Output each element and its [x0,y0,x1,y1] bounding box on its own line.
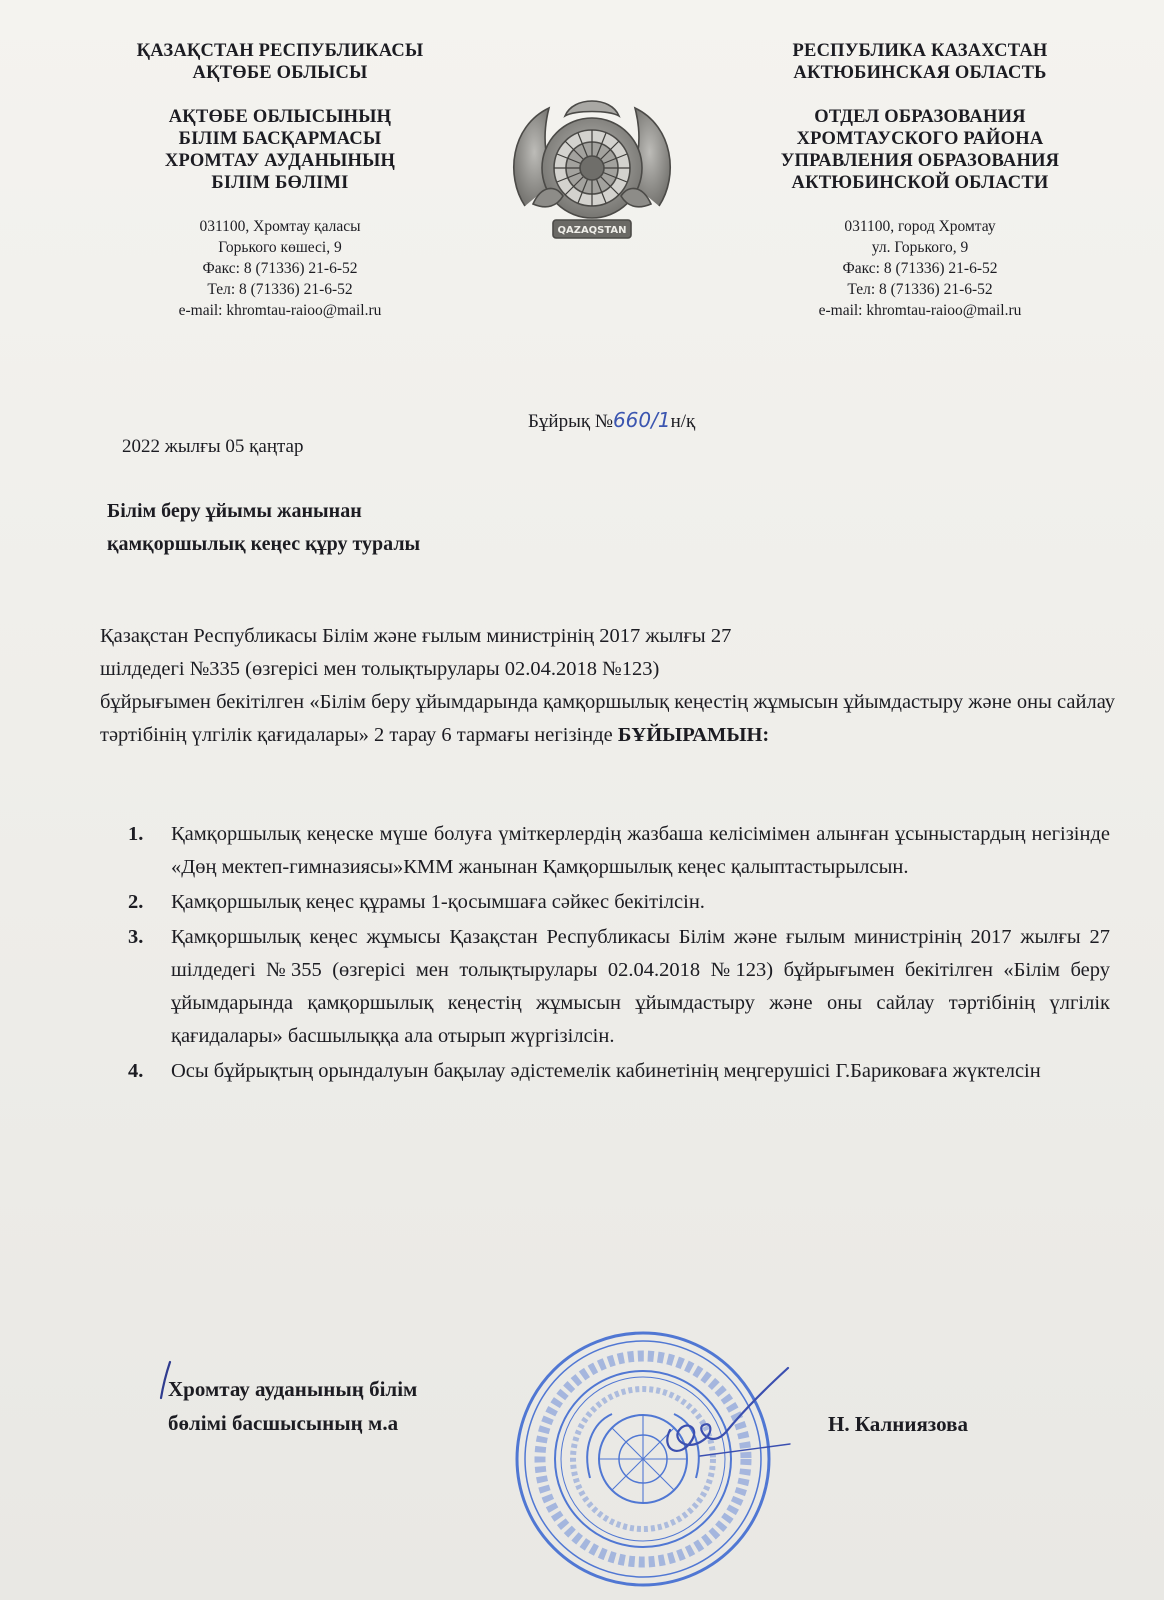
list-item [128,818,1110,884]
signatory-name: Н. Калниязова [828,1412,968,1436]
preamble-line2: шілдедегі №335 (өзгерісі мен толықтырулары 02.04.2018 №123) [100,658,660,680]
header-left-address2: Горького көшесі, 9 [218,239,342,256]
list-item [128,886,1110,919]
order-number-handwritten: 660/1 [612,408,671,432]
header-left-org-line2: БІЛІМ БАСҚАРМАСЫ [178,129,382,149]
order-date: 2022 жылғы 05 қаңтар [122,436,304,457]
preamble-line3: бұйрығымен бекітілген «Білім беру ұйымдарында қамқоршылық кеңестің жұмысын ұйымдастыру және оны сайлау тәртібінің үлгілік қағидалары» 2 тарау 6 тармағы негізінде [100,691,1115,746]
order-suffix: н/қ [670,411,696,432]
header-right-org-line2: ХРОМТАУСКОГО РАЙОНА [796,129,1044,149]
header-right-org-line4: АКТЮБИНСКОЙ ОБЛАСТИ [791,173,1049,193]
list-item [128,1055,1110,1088]
emblem-banner-text: QAZAQSTAN [557,225,627,236]
list-item-text: Қамқоршылық кеңеске мүше болуға үміткерлердің жазбаша келісімімен алынған ұсыныстардың негізінде «Дөң мектеп-гимназиясы»КММ жанынан Қамқоршылық кеңес қалыптастырылсын. [171,823,1110,878]
header-left-address1: 031100, Хромтау қаласы [199,218,361,235]
header-left-country: ҚАЗАҚСТАН РЕСПУБЛИКАСЫ [136,41,424,61]
preamble-line1: Қазақстан Республикасы Білім және ғылым министрінің 2017 жылғы 27 [100,625,732,647]
list-item-text: Қамқоршылық кеңес құрамы 1-қосымшаға сәйкес бекітілсін. [171,891,705,913]
header-left-email: e-mail: khromtau-raioo@mail.ru [178,302,382,319]
header-left-tel: Тел: 8 (71336) 21-6-52 [207,281,353,298]
signatory-title [168,1372,417,1440]
list-item-number: 1. [128,823,144,845]
list-item-text: Қамқоршылық кеңес жұмысы Қазақстан Республикасы Білім және ғылым министрінің 2017 жылғы 27 шілдедегі №355 (өзгерісі мен толықтырулары 02.04.2018 №123) бұйрығымен бекітілген «Білім беру ұйымдарында қамқоршылық кеңестің жұмысын ұйымдастыру және оны сайлау тәртібінің үлгілік қағидалары» басшылыққа ала отырып жүргізілсін. [171,926,1110,1047]
header-right-region: АКТЮБИНСКАЯ ОБЛАСТЬ [793,63,1047,83]
header-left-org-line1: АҚТӨБЕ ОБЛЫСЫНЫҢ [168,107,392,127]
header-left [90,40,470,321]
order-number [528,408,695,433]
kazakhstan-state-emblem-icon [503,86,681,254]
header-left-org-line3: ХРОМТАУ АУДАНЫНЫҢ [164,151,396,171]
list-item [128,921,1110,1053]
order-prefix: Бұйрық № [528,411,613,432]
header-right-country: РЕСПУБЛИКА КАЗАХСТАН [792,41,1048,61]
header-right-fax: Факс: 8 (71336) 21-6-52 [842,260,998,277]
handwritten-signature-icon [640,1360,800,1470]
list-item-number: 3. [128,926,144,948]
order-items [128,818,1110,1090]
order-command: БҰЙЫРАМЫН: [617,724,770,746]
subject-line1: Білім беру ұйымы жанынан [107,500,362,522]
header-right-address1: 031100, город Хромтау [844,218,996,235]
header-right-org-line3: УПРАВЛЕНИЯ ОБРАЗОВАНИЯ [780,151,1060,171]
list-item-text: Осы бұйрықтың орындалуын бақылау әдістемелік кабинетінің меңгерушісі Г.Бариковаға жүктелсін [171,1060,1041,1082]
header-left-fax: Факс: 8 (71336) 21-6-52 [202,260,358,277]
header-right-address2: ул. Горького, 9 [871,239,969,256]
signatory-title-line1: Хромтау ауданының білім [168,1377,418,1401]
list-item-number: 2. [128,891,144,913]
preamble-paragraph [100,686,1115,752]
signatory-title-line2: бөлімі басшысының м.а [168,1411,399,1435]
header-right-email: e-mail: khromtau-raioo@mail.ru [818,302,1022,319]
header-right [730,40,1110,321]
subject-line2: қамқоршылық кеңес құру туралы [107,533,421,555]
order-preamble [100,620,1115,752]
header-left-region: АҚТӨБЕ ОБЛЫСЫ [192,63,368,83]
list-item-number: 4. [128,1060,144,1082]
header-left-org-line4: БІЛІМ БӨЛІМІ [211,173,349,193]
header-right-tel: Тел: 8 (71336) 21-6-52 [847,281,993,298]
header-right-org-line1: ОТДЕЛ ОБРАЗОВАНИЯ [814,107,1026,127]
order-subject [107,495,420,561]
